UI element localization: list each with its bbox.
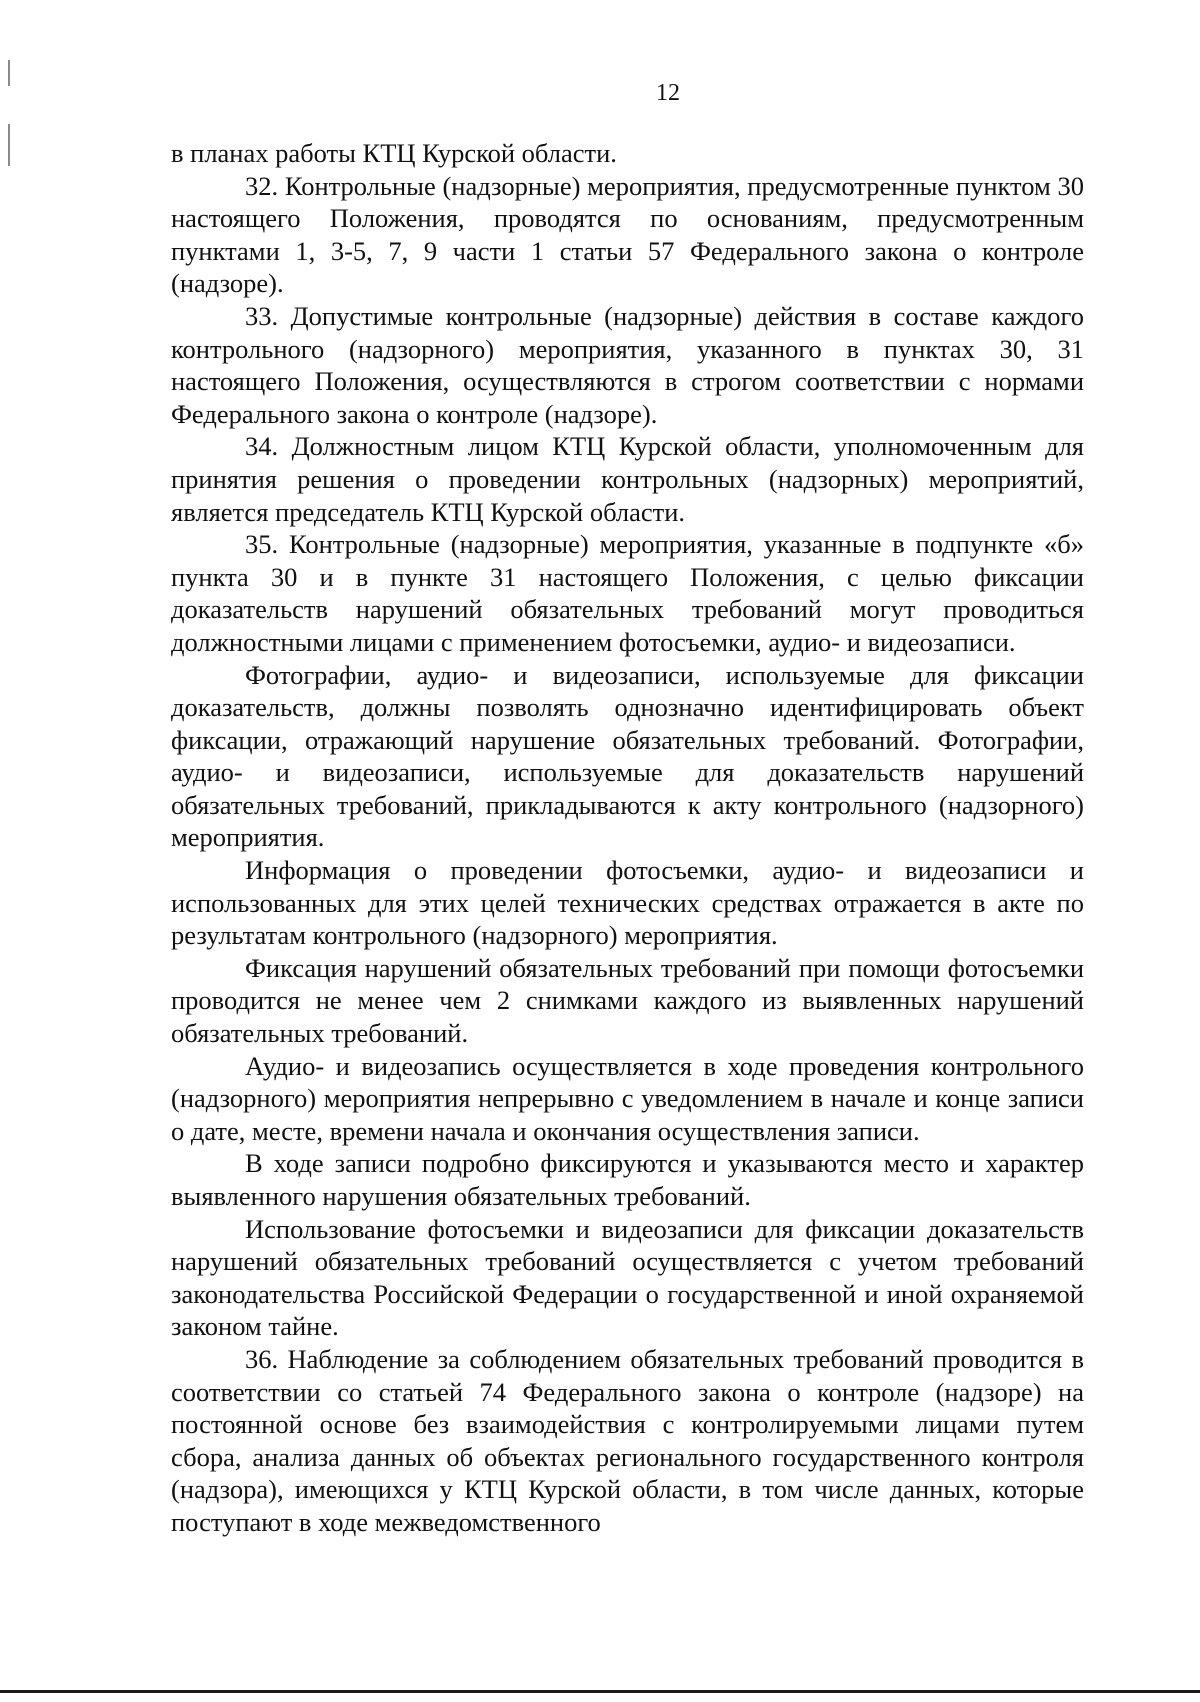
- scan-edge-mark: [8, 124, 10, 166]
- paragraph-audio-video: Аудио- и видеозапись осуществляется в ходе проведения контрольного (надзорного) мероприятия непрерывно с уведомлением в начале и конце записи о дате, месте, времени начала и окончания осуществления записи.: [171, 1050, 1084, 1146]
- paragraph-recording-details: В ходе записи подробно фиксируются и указываются место и характер выявленного нарушения обязательных требований.: [171, 1148, 1084, 1211]
- paragraph-item-35: 35. Контрольные (надзорные) мероприятия, указанные в подпункте «б» пункта 30 и в пункте 31 настоящего Положения, с целью фиксации доказательств нарушений обязательных требований могут проводиться должностными лицами с применением фотосъемки, аудио- и видеозаписи.: [171, 529, 1084, 657]
- paragraph-photos: Фотографии, аудио- и видеозаписи, используемые для фиксации доказательств, должны позволять однозначно идентифицировать объект фиксации, отражающий нарушение обязательных требований. Фотографии, аудио- и видеозаписи, используемые для доказательств нарушений обязательных требований, прикладываются к акту контрольного (надзорного) мероприятия.: [171, 659, 1084, 853]
- paragraph-item-34: 34. Должностным лицом КТЦ Курской области, уполномоченным для принятия решения о проведении контрольных (надзорных) мероприятий, является председатель КТЦ Курской области.: [171, 431, 1084, 527]
- scan-edge-bottom-line: [0, 1690, 1200, 1693]
- paragraph-continuation: в планах работы КТЦ Курской области.: [171, 138, 617, 168]
- paragraph-item-36: 36. Наблюдение за соблюдением обязательных требований проводится в соответствии со статьей 74 Федерального закона о контроле (надзоре) на постоянной основе без взаимодействия с контролируемыми лицами путем сбора, анализа данных об объектах регионального государственного контроля (надзора), имеющихся у КТЦ Курской области, в том числе данных, которые поступают в ходе межведомственного: [171, 1343, 1084, 1537]
- document-body: [171, 137, 1084, 1539]
- paragraph-item-32: 32. Контрольные (надзорные) мероприятия, предусмотренные пунктом 30 настоящего Положения, проводятся по основаниям, предусмотренным пунктами 1, 3-5, 7, 9 части 1 статьи 57 Федерального закона о контроле (надзоре).: [171, 170, 1084, 299]
- page-number: 12: [656, 80, 680, 106]
- paragraph-recording-info: Информация о проведении фотосъемки, аудио- и видеозаписи и использованных для этих целей технических средствах отражается в акте по результатам контрольного (надзорного) мероприятия.: [171, 855, 1084, 951]
- paragraph-secrecy: Использование фотосъемки и видеозаписи для фиксации доказательств нарушений обязательных требований осуществляется с учетом требований законодательства Российской Федерации о государственной и иной охраняемой законом тайне.: [171, 1213, 1084, 1342]
- paragraph-item-33: 33. Допустимые контрольные (надзорные) действия в составе каждого контрольного (надзорного) мероприятия, указанного в пунктах 30, 31 настоящего Положения, осуществляются в строгом соответствии с нормами Федерального закона о контроле (надзоре).: [171, 300, 1084, 429]
- paragraph-photo-fixation: Фиксация нарушений обязательных требований при помощи фотосъемки проводится не менее чем 2 снимками каждого из выявленных нарушений обязательных требований.: [171, 952, 1084, 1049]
